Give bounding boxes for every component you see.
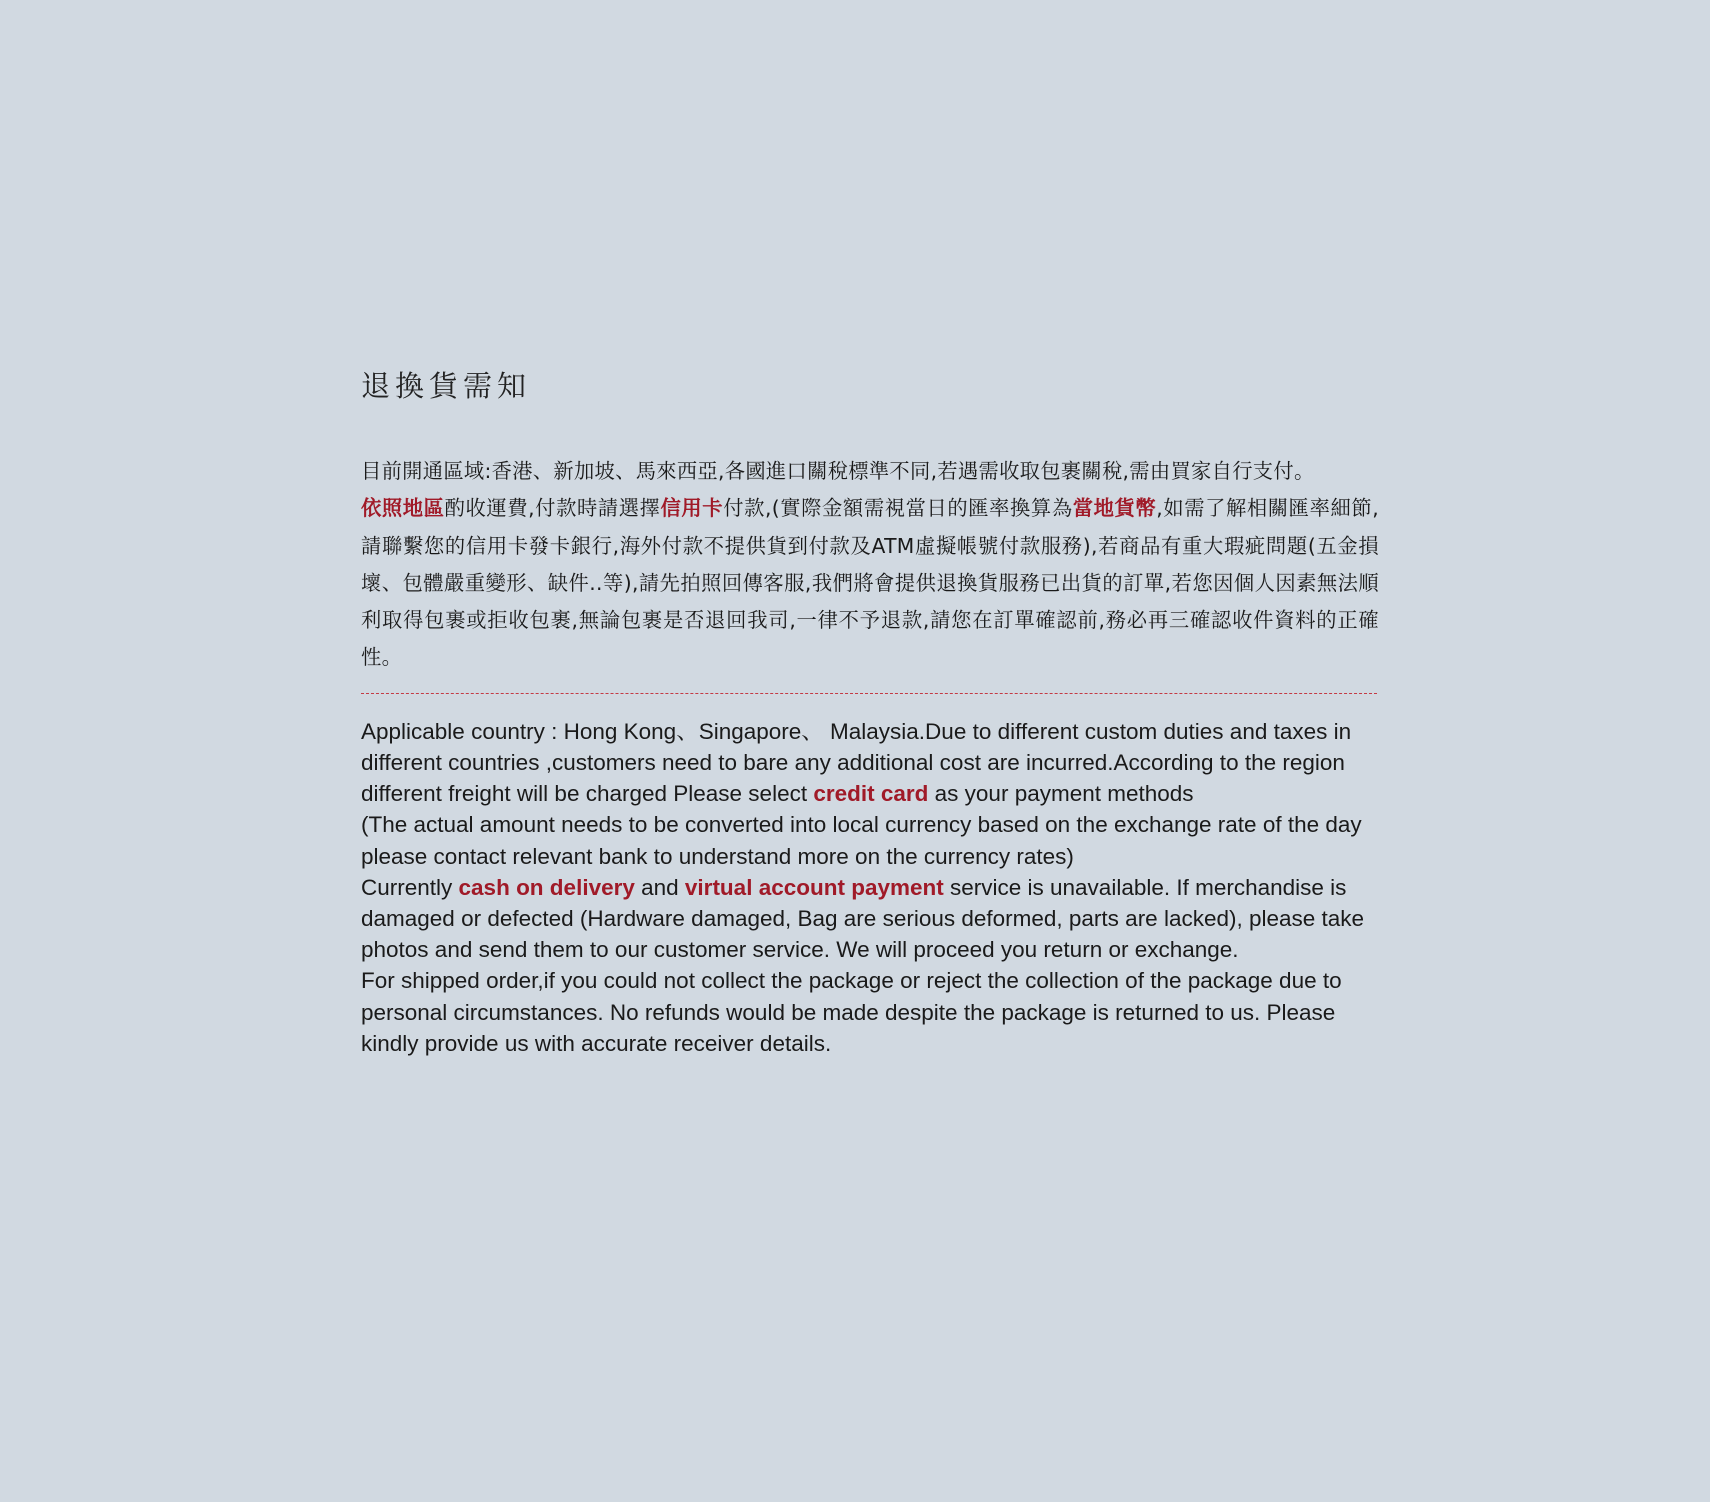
en-line-11: kindly provide us with accurate receiver details. bbox=[361, 1030, 832, 1056]
en-line-6-text-b: and bbox=[634, 874, 685, 900]
en-highlight-cash-on-delivery: cash on delivery bbox=[458, 874, 635, 900]
en-line-3-text-b: as your payment methods bbox=[928, 781, 1194, 807]
en-line-4: (The actual amount needs to be converted into local currency based on the exchange rate of the day bbox=[361, 812, 1362, 838]
return-exchange-notice bbox=[361, 366, 1379, 1059]
zh-text-1: 目前開通區域:香港、新加坡、馬來西亞,各國進口關稅標準不同,若遇需收取包裹關稅,需由買家自行支付。 bbox=[361, 459, 1315, 483]
en-line-6 bbox=[361, 872, 1379, 903]
en-line-2: different countries ,customers need to bare any additional cost are incurred.According to the region bbox=[361, 749, 1345, 775]
en-highlight-credit-card: credit card bbox=[813, 781, 929, 807]
zh-highlight-local-currency: 當地貨幣 bbox=[1072, 496, 1157, 521]
en-line-6-text-c: service is unavailable. If merchandise is bbox=[943, 874, 1347, 900]
en-line-8: photos and send them to our customer service. We will proceed you return or exchange. bbox=[361, 937, 1239, 963]
en-line-9: For shipped order,if you could not collect the package or reject the collection of the package due to bbox=[361, 968, 1342, 994]
english-notice-text bbox=[361, 716, 1379, 1059]
en-line-1: Applicable country : Hong Kong、Singapore、 Malaysia.Due to different custom duties and taxes in bbox=[361, 718, 1352, 744]
zh-text-2: 酌收運費,付款時請選擇 bbox=[444, 496, 661, 521]
chinese-notice-text bbox=[361, 453, 1379, 677]
en-line-3-text-a: different freight will be charged Please select bbox=[361, 781, 814, 807]
zh-highlight-credit-card: 信用卡 bbox=[660, 496, 724, 521]
en-line-6-text-a: Currently bbox=[361, 874, 459, 900]
zh-text-4: ,如需了解相關匯率細節,請聯繫您的信用卡發卡銀行,海外付款不提供貨到付款及ATM虛擬帳號付款服務),若商品有重大瑕疵問題(五金損壞、包體嚴重變形、缺件..等),請先拍照回傳客服,我們將會提供退換貨服務已出貨的訂單,若您因個人因素無法順利取得包裹或拒收包裹,無論包裹是否退回我司,一律不予退款,請您在訂單確認前,務必再三確認收件資料的正確性。 bbox=[361, 496, 1379, 670]
en-line-3 bbox=[361, 778, 1379, 809]
zh-highlight-region: 依照地區 bbox=[361, 496, 445, 521]
en-line-7: damaged or defected (Hardware damaged, Bag are serious deformed, parts are lacked), please take bbox=[361, 906, 1365, 931]
dashed-divider bbox=[361, 693, 1377, 694]
notice-title: 退換貨需知 bbox=[361, 369, 532, 403]
en-line-5: please contact relevant bank to understand more on the currency rates) bbox=[361, 843, 1074, 869]
zh-text-3: 付款,(實際金額需視當日的匯率換算為 bbox=[723, 496, 1073, 521]
en-highlight-virtual-account: virtual account payment bbox=[684, 874, 944, 900]
en-line-10: personal circumstances. No refunds would be made despite the package is returned to us. Please bbox=[361, 999, 1336, 1025]
